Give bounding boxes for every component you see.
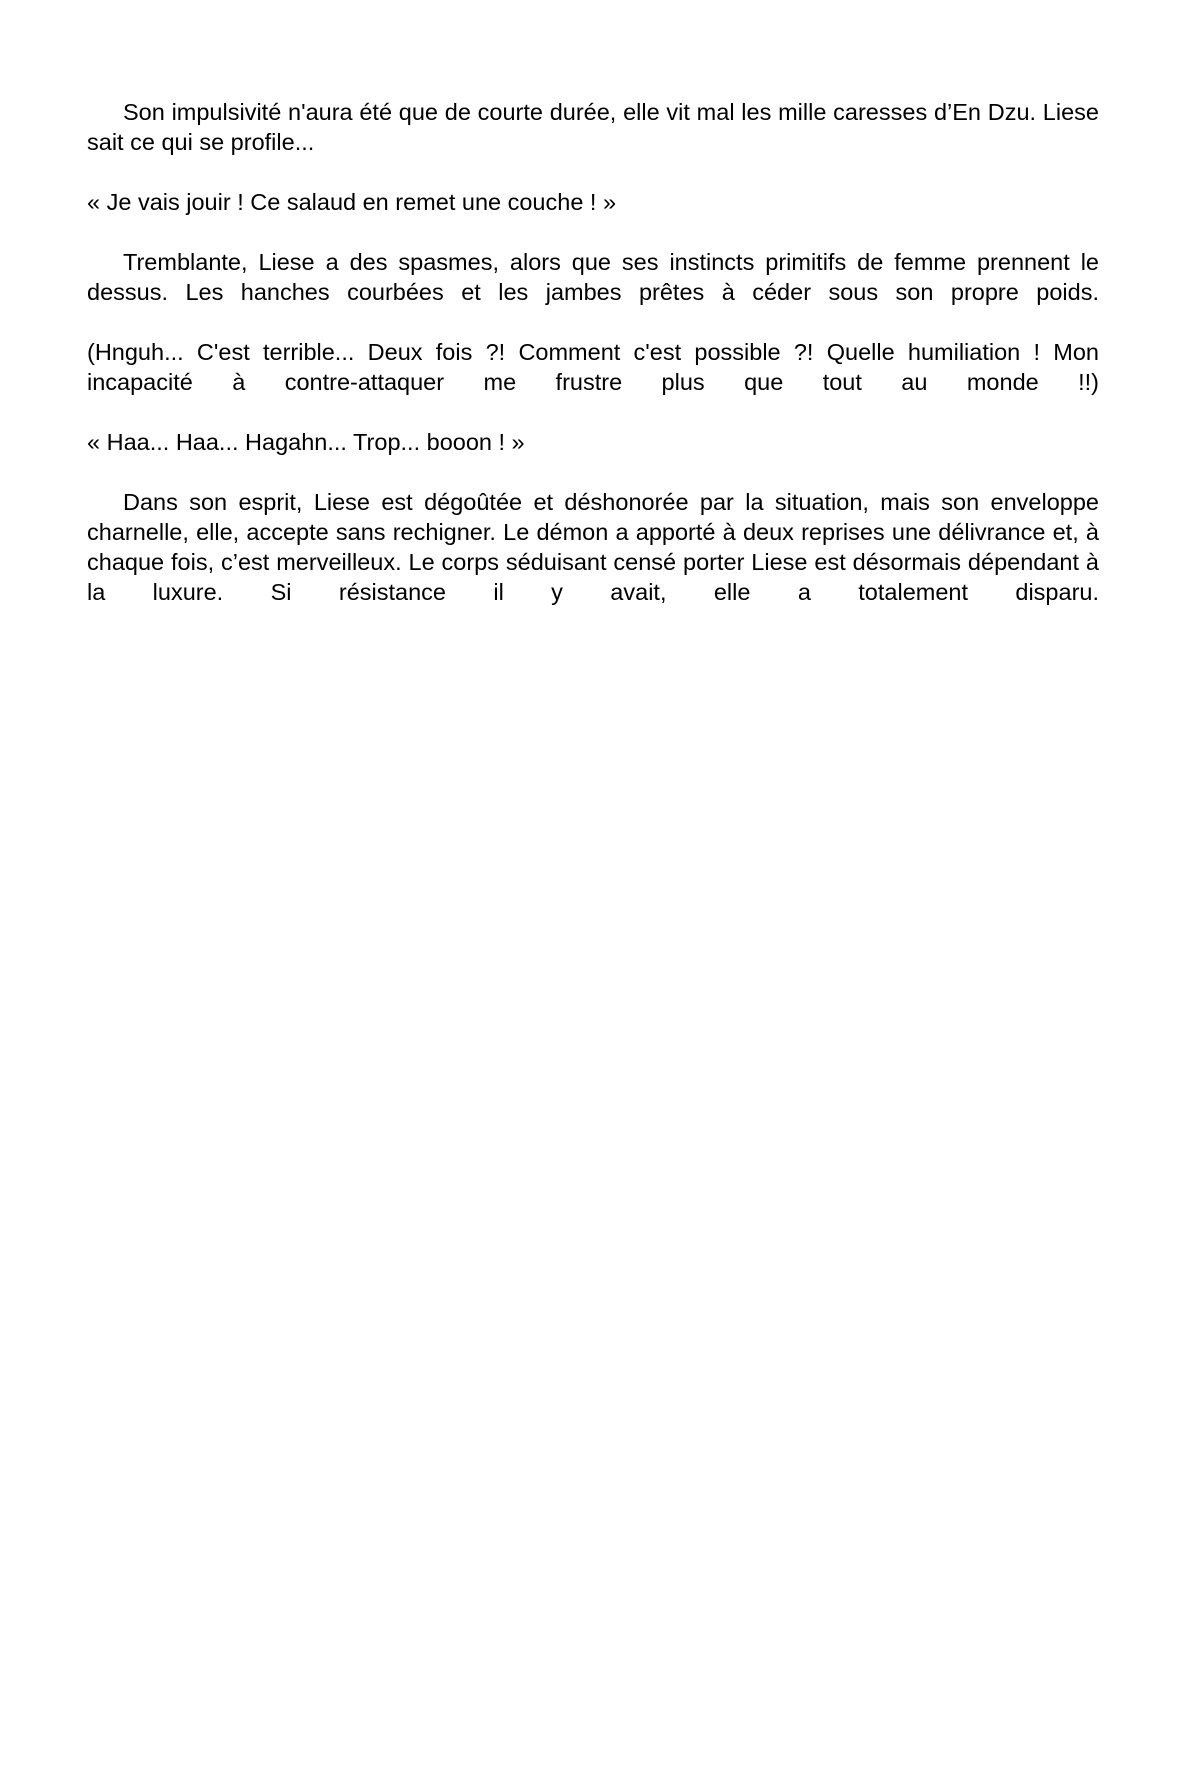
dialogue-line-1: « Je vais jouir ! Ce salaud en remet une couche ! » <box>87 189 617 215</box>
inner-thought: (Hnguh... C'est terrible... Deux fois ?! Comment c'est possible ?! Quelle humiliation ! Mon incapacité à contre-attaquer me frustre plus que tout au monde !!) <box>87 339 1099 395</box>
paragraph-impulsivity: Son impulsivité n'aura été que de courte durée, elle vit mal les mille caresses d’En Dzu. Liese sait ce qui se profile... <box>87 99 1099 155</box>
document-body <box>87 97 1099 607</box>
paragraph-mind: Dans son esprit, Liese est dégoûtée et déshonorée par la situation, mais son enveloppe charnelle, elle, accepte sans rechigner. Le démon a apporté à deux reprises une délivrance et, à chaque fois, c’est merveilleux. Le corps séduisant censé porter Liese est désormais dépendant à la luxure. Si résistance il y avait, elle a totalement disparu. <box>87 489 1099 605</box>
paragraph-trembling: Tremblante, Liese a des spasmes, alors que ses instincts primitifs de femme prennent le dessus. Les hanches courbées et les jambes prêtes à céder sous son propre poids. <box>87 249 1099 305</box>
dialogue-line-2: « Haa... Haa... Hagahn... Trop... booon ! » <box>87 429 525 455</box>
